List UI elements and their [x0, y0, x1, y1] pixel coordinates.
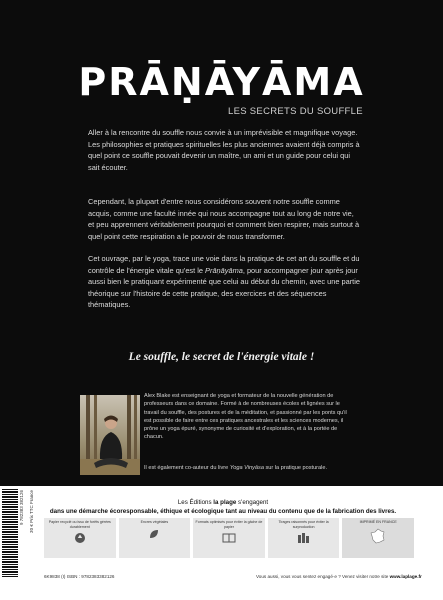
publisher-prefix: Les Éditions: [177, 499, 214, 506]
commitment-text: dans une démarche écoresponsable, éthique et écologique tant au niveau du contenu que de la fabrication des livres.: [49, 508, 397, 515]
paragraph-2: Cependant, la plupart d'entre nous considérons souvent notre souffle comme acquis, comme une faculté innée qui nous accompagne tout au long de notre vie, et peu apprennent véritablement pourquoi et comment bien respirer, mais surtout à quel point cette respiration a le pouvoir de nous transformer.: [88, 197, 360, 241]
author-bio: Alex Blake est enseignant de yoga et formateur de la nouvelle génération de professeurs dans ce domaine. Formé à de nombreuses écoles et lignées sur le travail du souffle, des postures et de la méditation, et passionné par les ponts qu'il est possible de faire entre ces pratiques ancestrales et les sciences modernes, il prône un yoga épuré, synonyme de curiosité et d'exploration, et à la portée de chacun.: [144, 393, 347, 441]
author-photo: [80, 395, 140, 475]
website-link[interactable]: www.laplage.fr: [389, 574, 422, 579]
paragraph-3: [88, 253, 360, 311]
isbn-line: 6K9838 (I) ISBN : 9782383382126: [44, 574, 115, 579]
page-subtitle: LES SECRETS DU SOUFFLE: [228, 106, 363, 117]
publisher-commitment: [44, 498, 402, 516]
author-bio-2-italic: Yoga Vinyāsa: [229, 465, 264, 471]
tagline-quote: Le souffle, le secret de l'énergie vitale !: [128, 351, 315, 363]
leaf-icon: [148, 528, 160, 540]
commitment-cells: [44, 518, 414, 558]
paragraph-1: Aller à la rencontre du souffle nous convie à un imprévisible et magnifique voyage. Les philosophies et pratiques spirituelles les plus anciennes avaient déjà compris à quel point ce souffle pouvait devenir un maître, un ami et un guide pour celui qui sait écouter.: [88, 128, 360, 172]
books-icon: [297, 532, 311, 544]
engagement-tagline: [256, 574, 422, 579]
cell-print-run: [268, 518, 340, 558]
format-icon: [222, 532, 236, 544]
paragraph-3-part-1: Cet ouvrage, par le yoga, trace une voie dans la pratique de cet art du souffle et du contrôle de l'énergie vitale qu'est le: [88, 254, 360, 275]
publisher-brand: la plage: [213, 499, 237, 506]
publisher-suffix: s'engagent: [236, 499, 269, 506]
footer-panel: [0, 486, 443, 600]
author-photo-image: [80, 395, 140, 475]
paragraph-3-part-2: , pour accompagner jour après jour aussi bien le pratiquant expérimenté que celui au début du chemin, avec une partie théorique sur l'histoire de cette pratique, des exercices et des séquences thématiques.: [88, 265, 360, 310]
author-bio-2-part-2: sur la pratique posturale.: [263, 465, 328, 471]
barcode-bars: [2, 489, 18, 577]
price-label: 30 € Prix TTC France: [29, 490, 34, 533]
france-map-icon: [370, 528, 386, 544]
recycle-icon: [74, 532, 86, 544]
cell-print-run-text: Tirages raisonnés pour éviter la surproduction: [278, 520, 329, 529]
tagline-text: Vous aussi, vous vous sentez engagé·e ? Venez visiter notre site: [256, 574, 390, 579]
barcode: [0, 486, 20, 582]
cell-made-in-france: [342, 518, 414, 558]
publisher-line: [44, 498, 402, 507]
author-bio-2: [144, 464, 354, 472]
cell-ink-text: Encres végétales: [140, 520, 169, 524]
cell-format: [193, 518, 265, 558]
page-title: PRĀṆĀYĀMA: [78, 60, 365, 104]
cell-ink: [119, 518, 191, 558]
paragraph-3-italic: Prāṇāyāma: [205, 265, 243, 275]
cell-paper: [44, 518, 116, 558]
cell-paper-text: Papier recyclé ou issu de forêts gérées durablement: [48, 520, 111, 529]
cell-format-text: Formats optimisés pour éviter la gâche de papier: [195, 520, 263, 529]
author-bio-2-part-1: Il est également co-auteur du livre: [144, 465, 230, 471]
cell-made-in-france-text: IMPRIMÉ EN FRANCE: [359, 520, 397, 524]
barcode-number: 9 782383 382126: [19, 490, 24, 526]
